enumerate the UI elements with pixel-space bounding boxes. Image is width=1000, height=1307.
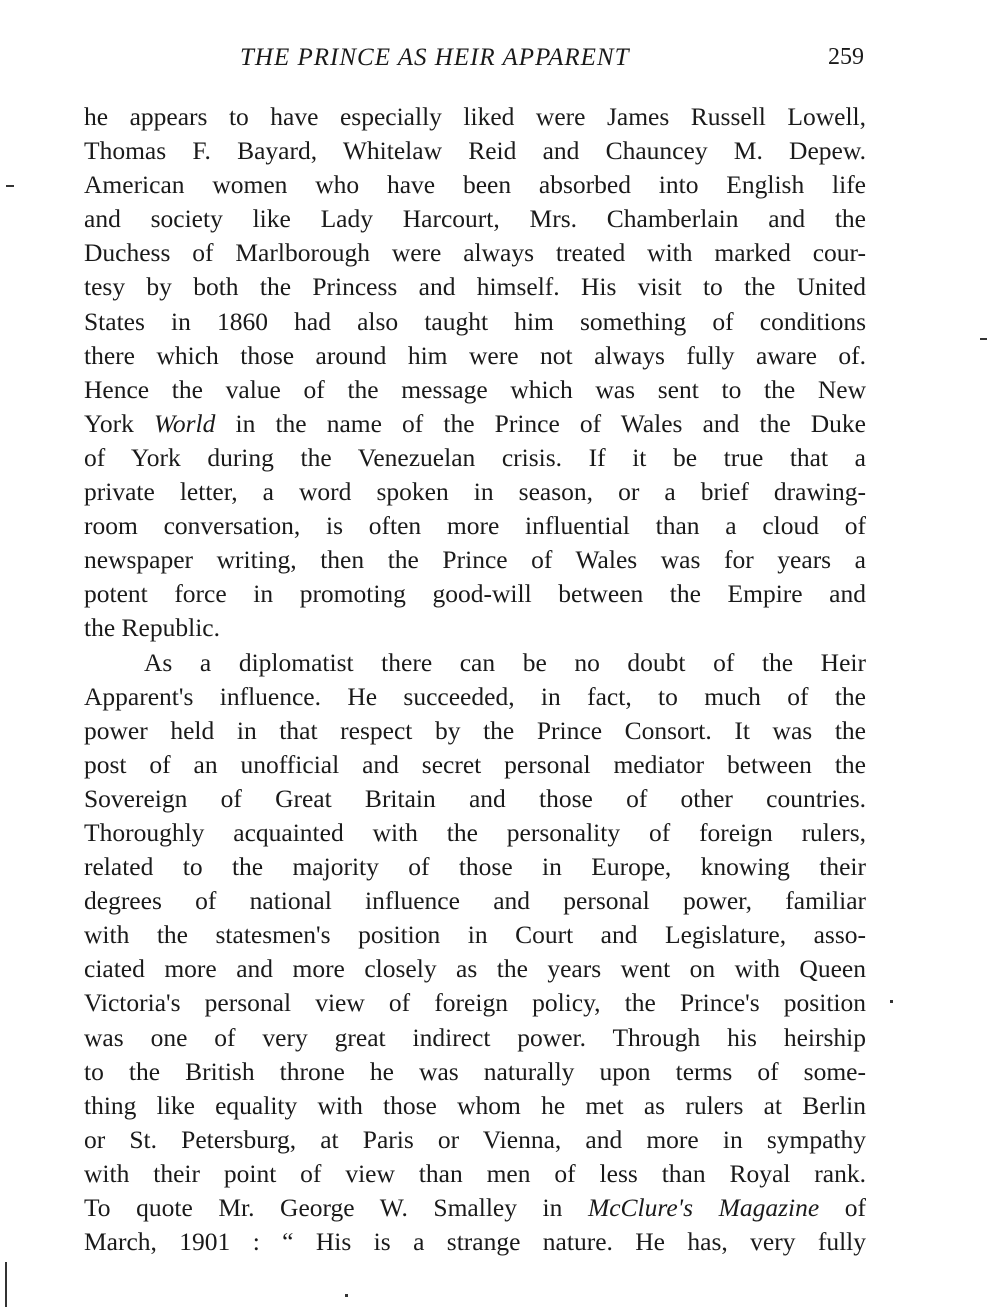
page-number: 259 xyxy=(828,44,864,70)
text-line: tesy by both the Princess and himself. His visit to the United xyxy=(84,272,866,302)
text-line: newspaper writing, then the Prince of Wales was for years a xyxy=(84,545,866,575)
text-line: potent force in promoting good-will between the Empire and xyxy=(84,579,866,609)
scan-edge-line xyxy=(5,1262,7,1307)
text-line: related to the majority of those in Europe, knowing their xyxy=(84,852,866,882)
text-span: To quote Mr. George W. Smalley in xyxy=(84,1193,588,1222)
text-line: March, 1901 : “ His is a strange nature. He has, very fully xyxy=(84,1227,866,1257)
text-line: with the statesmen's position in Court and Legislature, asso- xyxy=(84,920,866,950)
text-line: there which those around him were not always fully aware of. xyxy=(84,340,866,370)
text-line: and society like Lady Harcourt, Mrs. Chamberlain and the xyxy=(84,204,866,234)
text-line: States in 1860 had also taught him something of conditions xyxy=(84,306,866,336)
text-span: in the name of the Prince of Wales and the Duke xyxy=(215,408,866,438)
text-span: York xyxy=(84,408,154,438)
text-line: with their point of view than men of less than Royal rank. xyxy=(84,1158,866,1188)
text-line: or St. Petersburg, at Paris or Vienna, and more in sympathy xyxy=(84,1124,866,1154)
text-line: Sovereign of Great Britain and those of other countries. xyxy=(84,783,866,813)
text-line: Duchess of Marlborough were always treated with marked cour- xyxy=(84,238,866,268)
italic-title: McClure's Magazine xyxy=(587,1193,820,1222)
text-line: of York during the Venezuelan crisis. If it be true that a xyxy=(84,442,866,472)
text-line: post of an unofficial and secret personal mediator between the xyxy=(84,749,866,779)
text-line xyxy=(84,1191,866,1225)
body-text xyxy=(84,100,866,1259)
text-line: power held in that respect by the Prince Consort. It was the xyxy=(84,715,866,745)
text-line xyxy=(84,407,866,441)
text-line: room conversation, is often more influential than a cloud of xyxy=(84,511,866,541)
text-line: As a diplomatist there can be no doubt of the Heir xyxy=(144,647,866,677)
text-line: degrees of national influence and personal power, familiar xyxy=(84,886,866,916)
margin-dot-bottom xyxy=(345,1294,348,1297)
italic-title: World xyxy=(153,408,216,438)
text-line: Hence the value of the message which was sent to the New xyxy=(84,374,866,404)
text-line: the Republic. xyxy=(84,613,220,643)
text-line: Victoria's personal view of foreign policy, the Prince's position xyxy=(84,988,866,1018)
text-line: Apparent's influence. He succeeded, in fact, to much of the xyxy=(84,681,866,711)
margin-mark-right xyxy=(980,338,987,340)
text-line: Thoroughly acquainted with the personality of foreign rulers, xyxy=(84,817,866,847)
text-line: was one of very great indirect power. Through his heirship xyxy=(84,1022,866,1052)
text-span: of xyxy=(819,1193,866,1222)
margin-mark-right-lower xyxy=(890,1000,893,1003)
text-line: private letter, a word spoken in season, or a brief drawing- xyxy=(84,477,866,507)
text-line: to the British throne he was naturally upon terms of some- xyxy=(84,1056,866,1086)
text-line: thing like equality with those whom he met as rulers at Berlin xyxy=(84,1090,866,1120)
text-line: American women who have been absorbed into English life xyxy=(84,170,866,200)
text-line: Thomas F. Bayard, Whitelaw Reid and Chauncey M. Depew. xyxy=(84,136,866,166)
running-title: THE PRINCE AS HEIR APPARENT xyxy=(240,44,630,71)
text-line: ciated more and more closely as the years went on with Queen xyxy=(84,954,866,984)
margin-mark-left xyxy=(6,185,14,187)
running-head xyxy=(84,44,864,84)
text-line: he appears to have especially liked were James Russell Lowell, xyxy=(84,102,866,131)
